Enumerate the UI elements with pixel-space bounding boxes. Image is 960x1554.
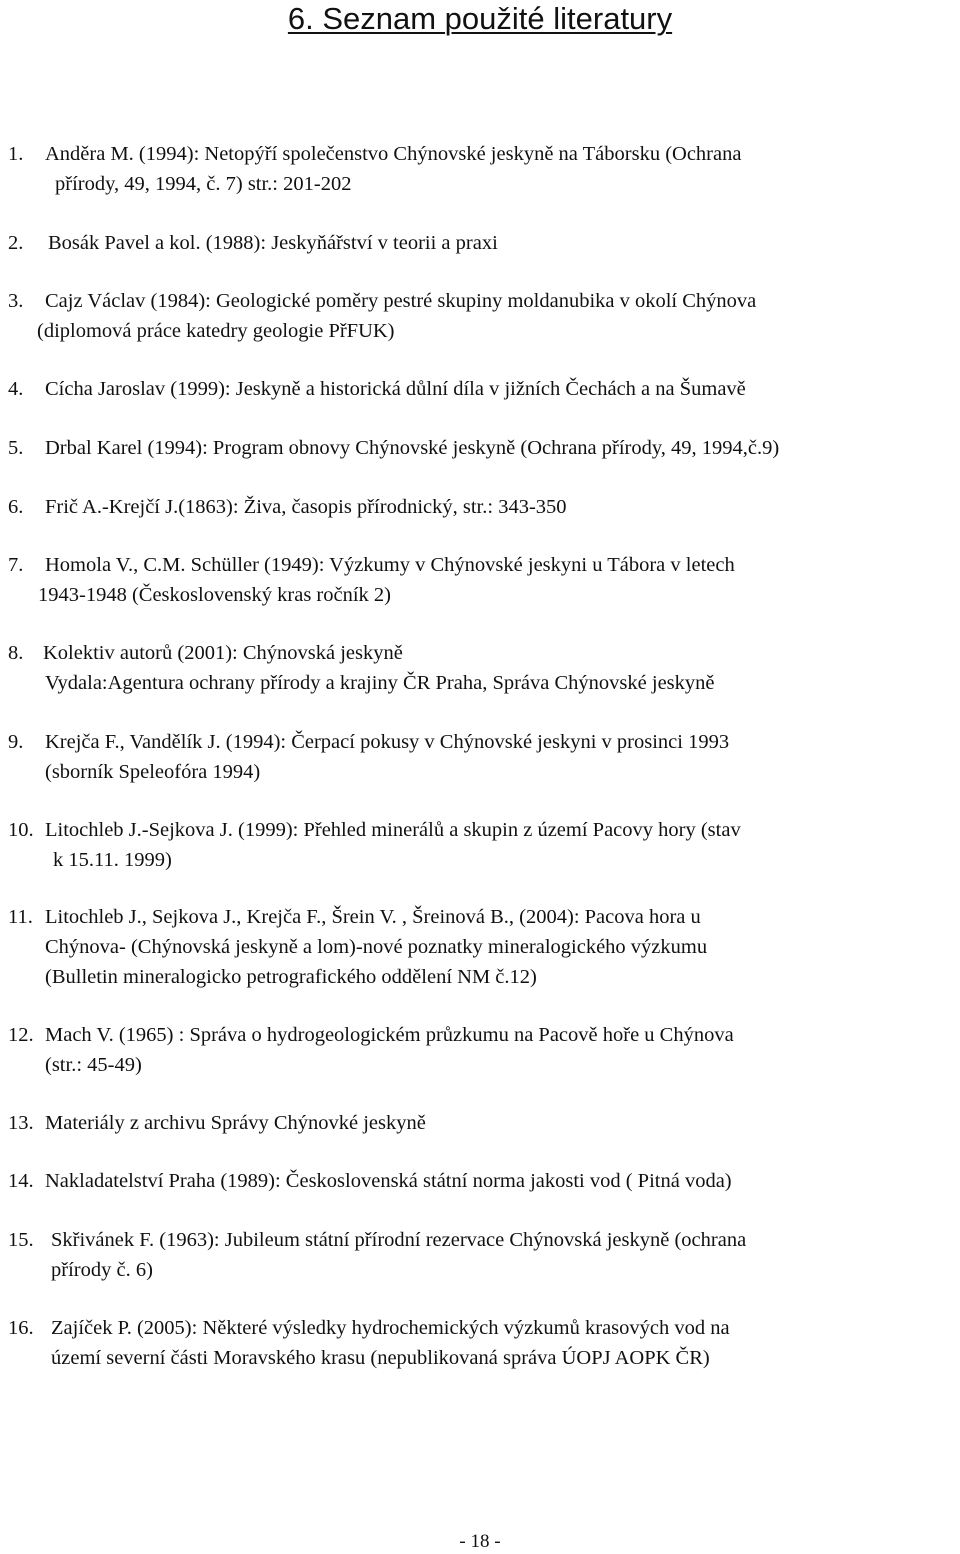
reference-line: přírody, 49, 1994, č. 7) str.: 201-202 <box>55 173 352 195</box>
reference-number: 3. <box>8 290 24 312</box>
reference-number: 4. <box>8 378 24 400</box>
reference-number: 5. <box>8 437 24 459</box>
page-number: - 18 - <box>459 1531 501 1552</box>
reference-number: 9. <box>8 731 24 753</box>
reference-number: 13. <box>8 1112 34 1134</box>
reference-number: 2. <box>8 232 24 254</box>
reference-line: přírody č. 6) <box>51 1259 153 1281</box>
reference-number: 14. <box>8 1170 34 1192</box>
reference-line: Mach V. (1965) : Správa o hydrogeologickém průzkumu na Pacově hoře u Chýnova <box>45 1024 734 1046</box>
page-title: 6. Seznam použité literatury <box>287 1 673 36</box>
reference-line: Bosák Pavel a kol. (1988): Jeskyňářství v teorii a praxi <box>48 232 498 254</box>
reference-number: 15. <box>8 1229 34 1251</box>
reference-number: 12. <box>8 1024 34 1046</box>
reference-number: 7. <box>8 554 24 576</box>
reference-number: 16. <box>8 1317 34 1339</box>
reference-line: Litochleb J.-Sejkova J. (1999): Přehled minerálů a skupin z území Pacovy hory (stav <box>45 819 741 841</box>
reference-line: (diplomová práce katedry geologie PřFUK) <box>37 320 395 342</box>
reference-line: Frič A.-Krejčí J.(1863): Živa, časopis přírodnický, str.: 343-350 <box>45 496 567 518</box>
reference-line: (Bulletin mineralogicko petrografického oddělení NM č.12) <box>45 966 537 988</box>
reference-line: k 15.11. 1999) <box>53 849 172 871</box>
reference-number: 8. <box>8 642 24 664</box>
reference-line: 1943-1948 (Československý kras ročník 2) <box>38 584 392 606</box>
reference-line: Cícha Jaroslav (1999): Jeskyně a historická důlní díla v jižních Čechách a na Šumavě <box>45 378 746 400</box>
reference-line: Vydala:Agentura ochrany přírody a krajiny ČR Praha, Správa Chýnovské jeskyně <box>45 672 715 694</box>
reference-number: 6. <box>8 496 24 518</box>
reference-line: Cajz Václav (1984): Geologické poměry pestré skupiny moldanubika v okolí Chýnova <box>45 290 757 312</box>
reference-line: (str.: 45-49) <box>45 1054 142 1076</box>
reference-line: Materiály z archivu Správy Chýnovké jeskyně <box>45 1112 426 1134</box>
reference-line: Drbal Karel (1994): Program obnovy Chýnovské jeskyně (Ochrana přírody, 49, 1994,č.9) <box>45 437 780 459</box>
reference-number: 11. <box>8 906 33 928</box>
reference-line: Homola V., C.M. Schüller (1949): Výzkumy v Chýnovské jeskyni u Tábora v letech <box>45 554 735 576</box>
reference-number: 1. <box>8 143 24 165</box>
reference-line: Kolektiv autorů (2001): Chýnovská jeskyně <box>43 642 403 664</box>
reference-line: Nakladatelství Praha (1989): Československá státní norma jakosti vod ( Pitná voda) <box>45 1170 732 1192</box>
reference-number: 10. <box>8 819 34 841</box>
reference-line: (sborník Speleofóra 1994) <box>45 761 261 783</box>
reference-line: Krejča F., Vandělík J. (1994): Čerpací pokusy v Chýnovské jeskyni v prosinci 1993 <box>45 731 730 753</box>
reference-line: Skřivánek F. (1963): Jubileum státní přírodní rezervace Chýnovská jeskyně (ochrana <box>51 1229 747 1251</box>
reference-line: Anděra M. (1994): Netopýří společenstvo Chýnovské jeskyně na Táborsku (Ochrana <box>45 143 742 165</box>
reference-line: Zajíček P. (2005): Některé výsledky hydrochemických výzkumů krasových vod na <box>51 1317 730 1339</box>
reference-line: Chýnova- (Chýnovská jeskyně a lom)-nové poznatky mineralogického výzkumu <box>45 936 708 958</box>
reference-line: Litochleb J., Sejkova J., Krejča F., Šrein V. , Šreinová B., (2004): Pacova hora u <box>45 906 701 928</box>
reference-line: území severní části Moravského krasu (nepublikovaná správa ÚOPJ AOPK ČR) <box>51 1347 710 1369</box>
